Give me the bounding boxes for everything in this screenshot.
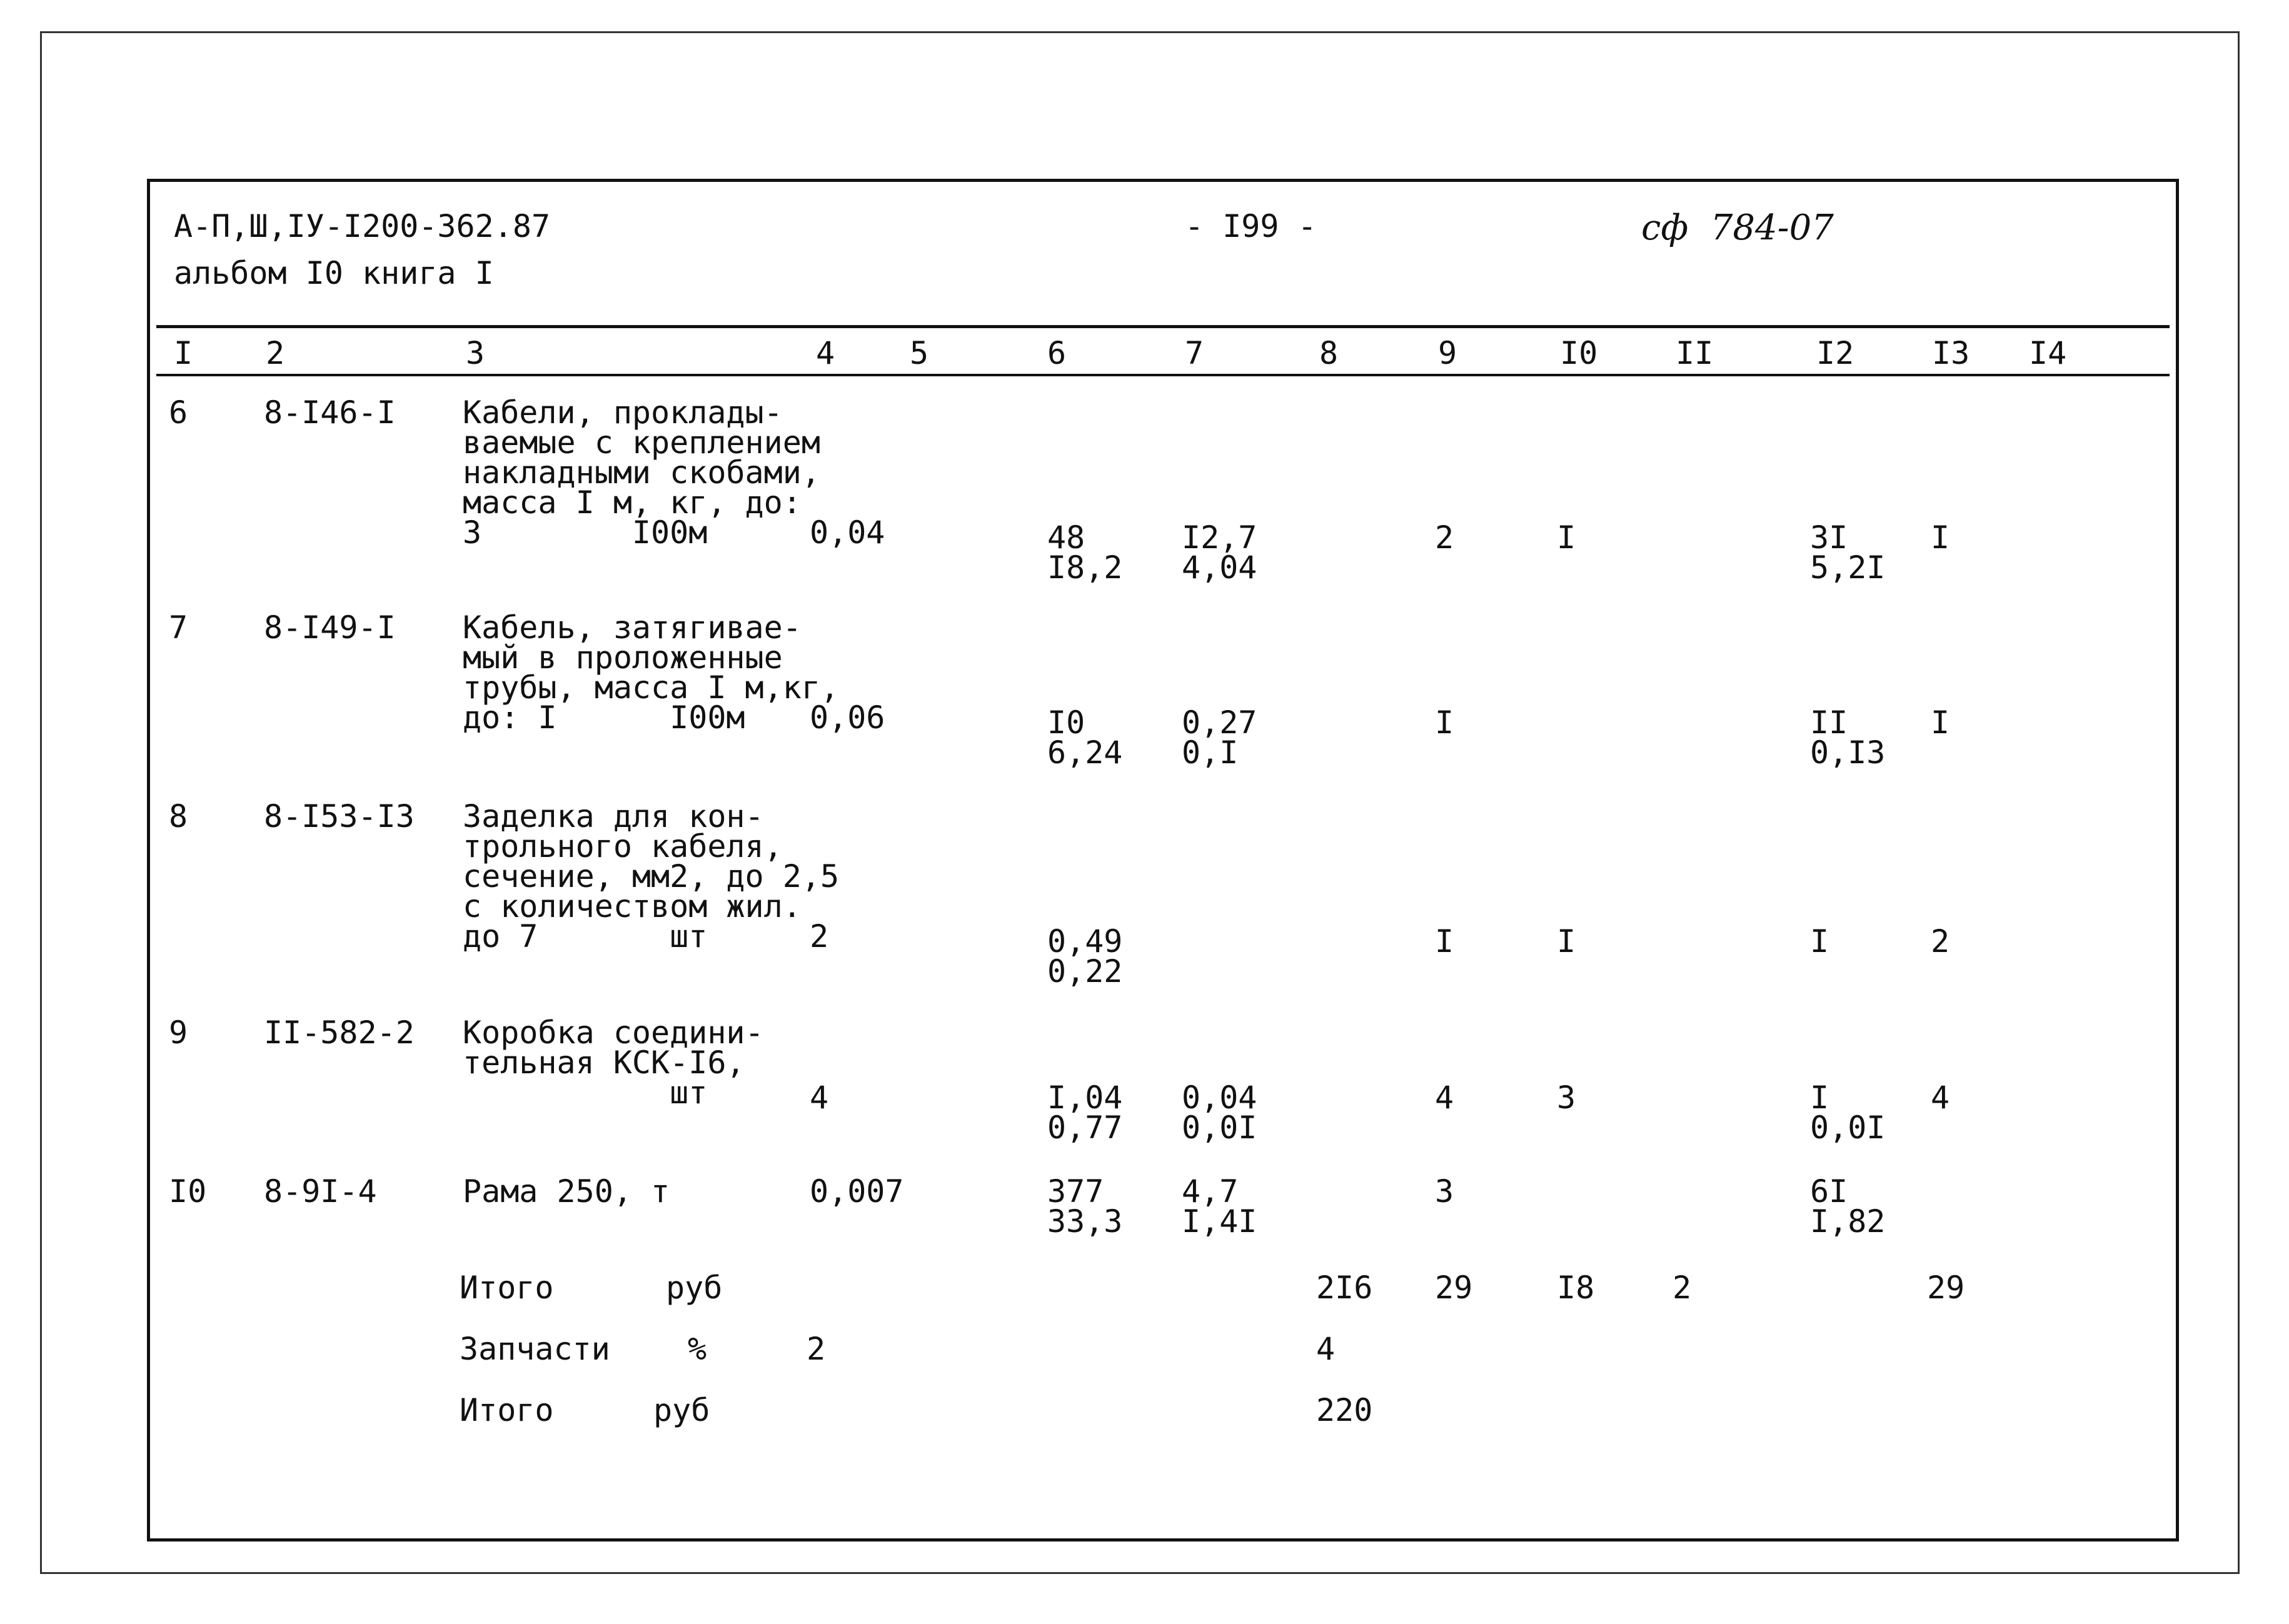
cell-col12: I 0,0I [1810, 1080, 1886, 1146]
cell-col10: I [1557, 923, 1576, 960]
totals-col8: 2I6 [1316, 1270, 1373, 1306]
cell-col9: 3 [1435, 1173, 1454, 1210]
totals-col13: 29 [1927, 1270, 1965, 1306]
cell-col6: 0,49 0,22 [1047, 923, 1123, 990]
col-header-10: I0 [1560, 335, 1598, 371]
spare-parts-col8: 4 [1316, 1331, 1336, 1367]
norm-code: 8-I46-I [264, 394, 396, 431]
cell-col12: II 0,I3 [1810, 704, 1886, 771]
norm-code: 8-I49-I [264, 609, 396, 646]
col-header-7: 7 [1185, 335, 1204, 371]
norm-code: II-582-2 [264, 1015, 415, 1051]
cell-col7: 0,04 0,0I [1182, 1080, 1257, 1146]
work-description: Коробка соедини- тельная КСК-I6, шт [463, 1015, 764, 1111]
cell-col6: 48 I8,2 [1047, 519, 1123, 586]
row-number: 9 [169, 1015, 188, 1051]
row-number: I0 [169, 1173, 207, 1210]
col-header-13: I3 [1932, 335, 1970, 371]
cell-col9: I [1435, 923, 1454, 960]
cell-col12: I [1810, 923, 1829, 960]
col-header-11: II [1676, 335, 1714, 371]
totals-col10: I8 [1557, 1270, 1595, 1306]
cell-col9: 4 [1435, 1080, 1454, 1116]
col-header-1: I [174, 335, 193, 371]
col-header-9: 9 [1438, 335, 1457, 371]
cell-col13: 4 [1931, 1080, 1950, 1116]
cell-col12: 6I I,82 [1810, 1173, 1886, 1240]
quantity: 0,06 [810, 699, 885, 736]
cell-col6: I,04 0,77 [1047, 1080, 1123, 1146]
spare-parts-col4: 2 [807, 1331, 826, 1367]
work-description: Кабель, затягивае- мый в проложенные трубы, масса I м,кг, до: I I00м [463, 609, 840, 736]
album-label: альбом I0 книга I [174, 255, 494, 291]
quantity: 2 [810, 918, 829, 955]
norm-code: 8-I53-I3 [264, 798, 415, 835]
cell-col9: I [1435, 704, 1454, 741]
work-description: Заделка для кон- трольного кабеля, сечение, мм2, до 2,5 с количеством жил. до 7 шт [463, 798, 840, 955]
cell-col7: 0,27 0,I [1182, 704, 1257, 771]
grand-total-col8: 220 [1316, 1392, 1373, 1428]
cell-col13: I [1931, 519, 1950, 556]
col-header-3: 3 [466, 335, 485, 371]
spare-parts-label: Запчасти [460, 1331, 610, 1367]
quantity: 0,04 [810, 514, 885, 551]
cell-col6: I0 6,24 [1047, 704, 1123, 771]
norm-code: 8-9I-4 [264, 1173, 377, 1210]
spare-parts-unit: % [688, 1331, 707, 1367]
cell-col9: 2 [1435, 519, 1454, 556]
col-header-8: 8 [1319, 335, 1339, 371]
quantity: 4 [810, 1080, 829, 1116]
grand-total-unit: руб [653, 1392, 710, 1428]
cell-col7: I2,7 4,04 [1182, 519, 1257, 586]
totals-col9: 29 [1435, 1270, 1473, 1306]
document-code: А-П,Ш,IУ-I200-362.87 [174, 208, 551, 244]
header-bottom-rule [156, 374, 2170, 376]
header-top-rule [156, 325, 2170, 328]
inner-frame [147, 179, 2179, 1541]
col-header-4: 4 [816, 335, 835, 371]
row-number: 6 [169, 394, 188, 431]
cell-col13: 2 [1931, 923, 1950, 960]
handwritten-stamp: сф 784-07 [1641, 208, 1834, 248]
cell-col6: 377 33,3 [1047, 1173, 1123, 1240]
page-number: - I99 - [1185, 208, 1317, 244]
cell-col12: 3I 5,2I [1810, 519, 1886, 586]
col-header-12: I2 [1816, 335, 1854, 371]
totals-unit: руб [666, 1270, 723, 1306]
cell-col10: I [1557, 519, 1576, 556]
quantity: 0,007 [810, 1173, 904, 1210]
col-header-2: 2 [266, 335, 285, 371]
grand-total-label: Итого [460, 1392, 554, 1428]
col-header-5: 5 [910, 335, 929, 371]
totals-label: Итого [460, 1270, 554, 1306]
work-description: Рама 250, т [463, 1173, 670, 1210]
work-description: Кабели, проклады- ваемые с креплением накладными скобами, масса I м, кг, до: 3 I00м [463, 394, 820, 551]
row-number: 8 [169, 798, 188, 835]
totals-col11: 2 [1673, 1270, 1692, 1306]
row-number: 7 [169, 609, 188, 646]
cell-col7: 4,7 I,4I [1182, 1173, 1257, 1240]
cell-col10: 3 [1557, 1080, 1576, 1116]
cell-col13: I [1931, 704, 1950, 741]
col-header-6: 6 [1047, 335, 1067, 371]
col-header-14: I4 [2029, 335, 2067, 371]
